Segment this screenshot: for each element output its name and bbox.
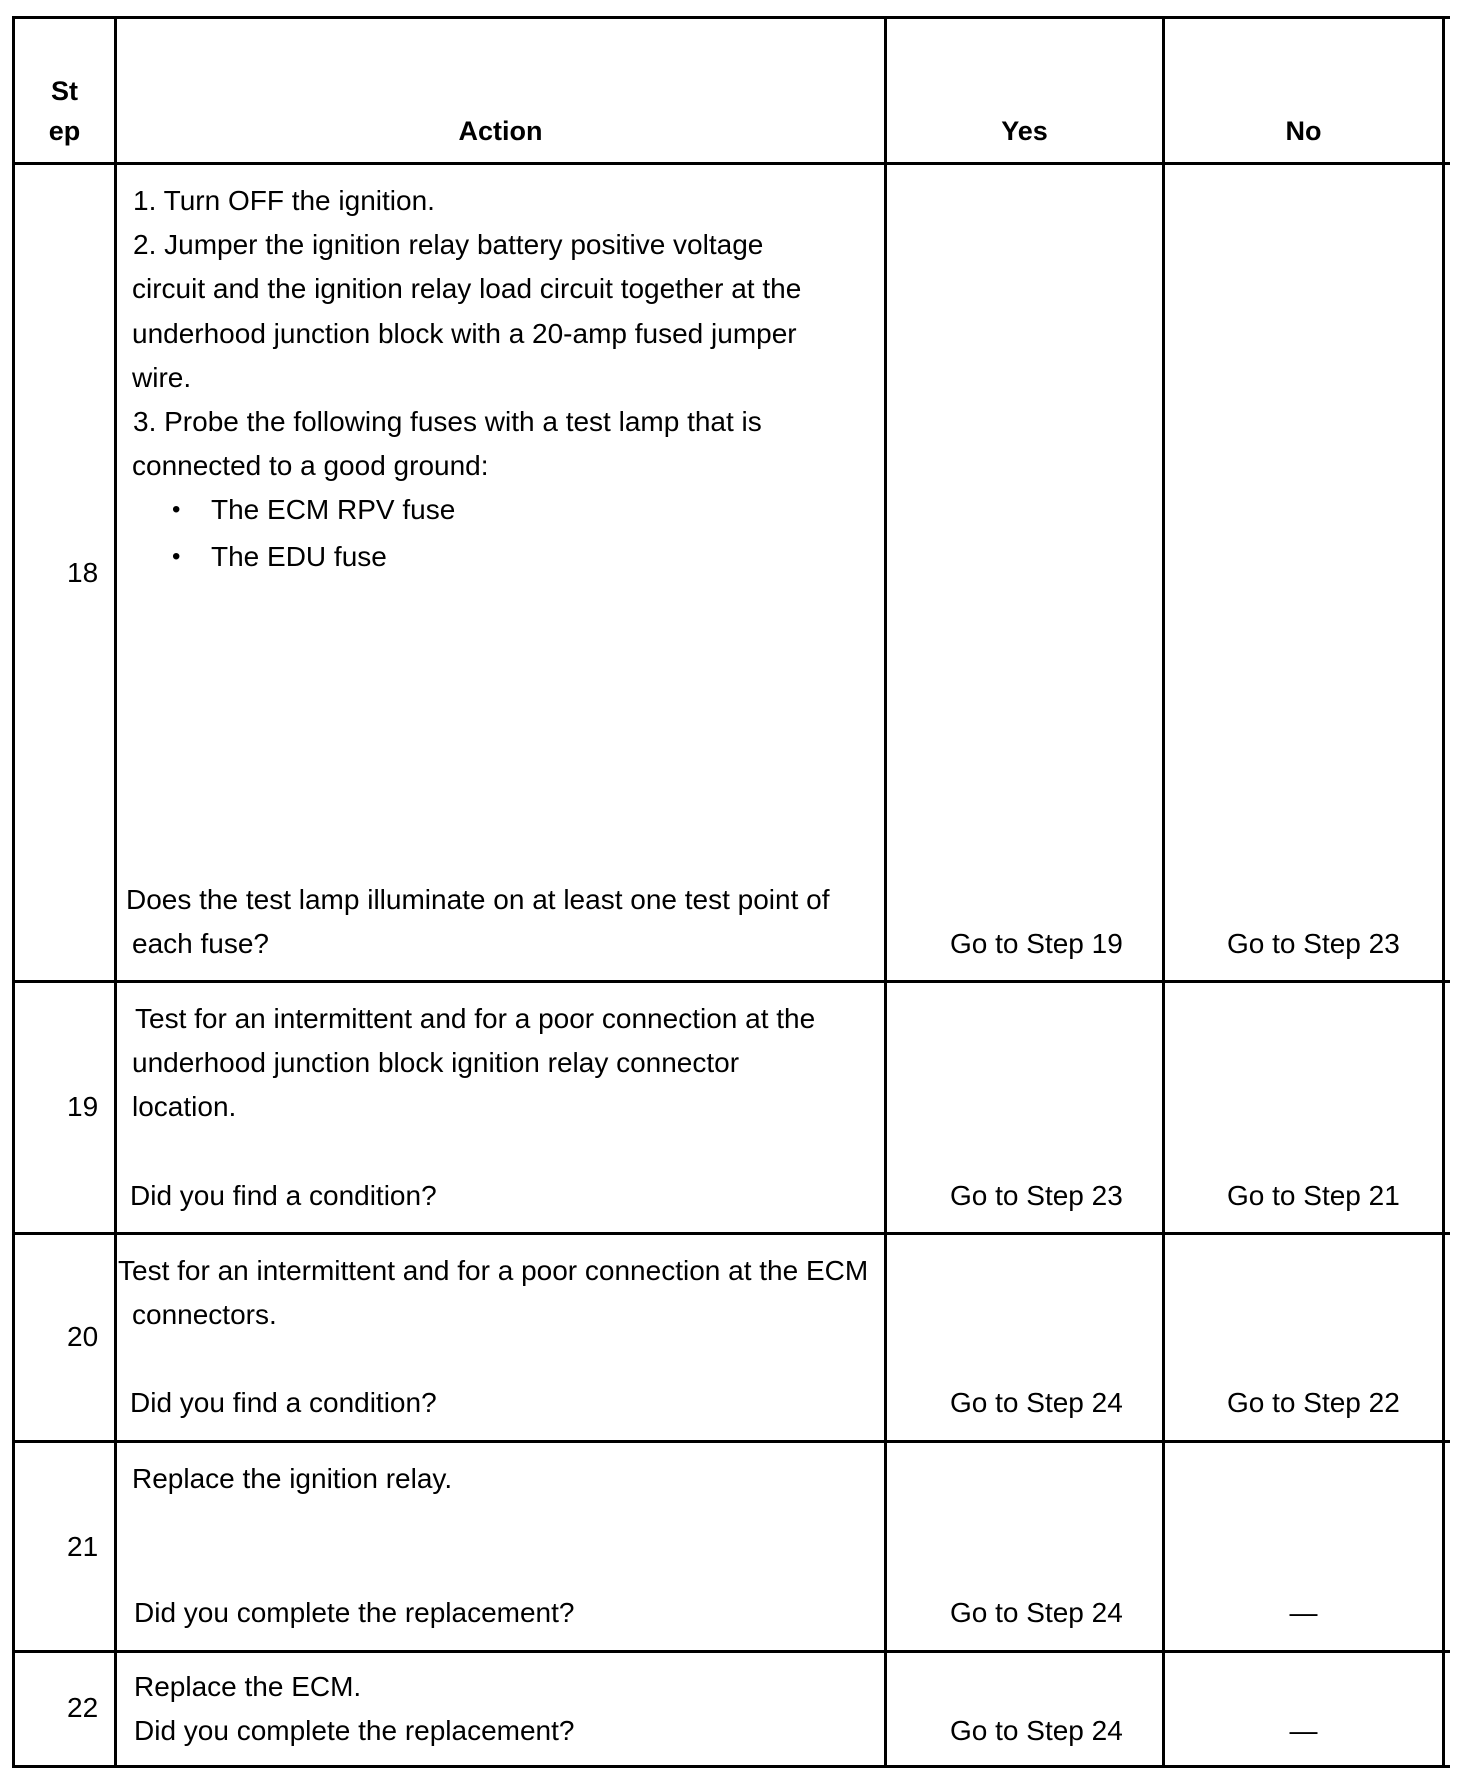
step-number: 19 bbox=[67, 1091, 99, 1122]
yes-result: Go to Step 24 bbox=[950, 1597, 1123, 1628]
action-line: connected to a good ground: bbox=[132, 450, 489, 481]
row-divider bbox=[12, 1232, 1450, 1235]
question-line: Did you find a condition? bbox=[130, 1387, 437, 1418]
question-line: Did you complete the replacement? bbox=[134, 1715, 575, 1746]
row-divider bbox=[12, 1650, 1450, 1653]
step-number: 21 bbox=[67, 1531, 99, 1562]
question-line: Does the test lamp illuminate on at least one test point of bbox=[126, 884, 830, 915]
bullet-item: The EDU fuse bbox=[211, 541, 387, 572]
question-line: Did you find a condition? bbox=[130, 1180, 437, 1211]
bullet-icon: • bbox=[172, 496, 181, 523]
table-border-bottom bbox=[12, 1765, 1450, 1768]
table-border-right bbox=[1442, 16, 1445, 1768]
column-divider bbox=[884, 16, 887, 1768]
question-line: Did you complete the replacement? bbox=[134, 1597, 575, 1628]
no-result-dash: — bbox=[1289, 1715, 1318, 1746]
action-line: Test for an intermittent and for a poor connection at the bbox=[135, 1003, 816, 1034]
header-no: No bbox=[1285, 116, 1322, 146]
action-line: Test for an intermittent and for a poor connection at the ECM bbox=[118, 1255, 869, 1286]
action-line: wire. bbox=[132, 362, 192, 393]
step-number: 18 bbox=[67, 557, 99, 588]
bullet-item: The ECM RPV fuse bbox=[211, 494, 456, 525]
yes-result: Go to Step 24 bbox=[950, 1387, 1123, 1418]
no-result: Go to Step 22 bbox=[1227, 1387, 1400, 1418]
header-yes: Yes bbox=[1001, 116, 1048, 146]
step-number: 20 bbox=[67, 1321, 99, 1352]
yes-result: Go to Step 19 bbox=[950, 928, 1123, 959]
step-number: 22 bbox=[67, 1692, 99, 1723]
action-line: connectors. bbox=[132, 1299, 277, 1330]
action-line: circuit and the ignition relay load circuit together at the bbox=[132, 273, 802, 304]
header-action: Action bbox=[458, 116, 543, 146]
header-step-line1: St bbox=[51, 76, 78, 106]
row-divider bbox=[12, 1440, 1450, 1443]
action-line: underhood junction block ignition relay connector bbox=[132, 1047, 740, 1078]
action-line: underhood junction block with a 20-amp fused jumper bbox=[132, 318, 797, 349]
action-line: 1. Turn OFF the ignition. bbox=[133, 185, 435, 216]
row-divider bbox=[12, 980, 1450, 983]
no-result-dash: — bbox=[1289, 1597, 1318, 1628]
action-line: Replace the ignition relay. bbox=[132, 1463, 453, 1494]
yes-result: Go to Step 24 bbox=[950, 1715, 1123, 1746]
action-line: location. bbox=[132, 1091, 237, 1122]
action-line: 2. Jumper the ignition relay battery positive voltage bbox=[133, 229, 764, 260]
table-border-left bbox=[12, 16, 15, 1768]
action-line: 3. Probe the following fuses with a test lamp that is bbox=[133, 406, 762, 437]
table-border-top bbox=[12, 16, 1450, 19]
no-result: Go to Step 21 bbox=[1227, 1180, 1400, 1211]
column-divider bbox=[114, 16, 117, 1768]
header-step-line2: ep bbox=[48, 116, 81, 146]
question-line: each fuse? bbox=[132, 928, 269, 959]
action-line: Replace the ECM. bbox=[134, 1671, 362, 1702]
no-result: Go to Step 23 bbox=[1227, 928, 1400, 959]
yes-result: Go to Step 23 bbox=[950, 1180, 1123, 1211]
bullet-icon: • bbox=[172, 543, 181, 570]
column-divider bbox=[1162, 16, 1165, 1768]
header-divider bbox=[12, 162, 1450, 165]
